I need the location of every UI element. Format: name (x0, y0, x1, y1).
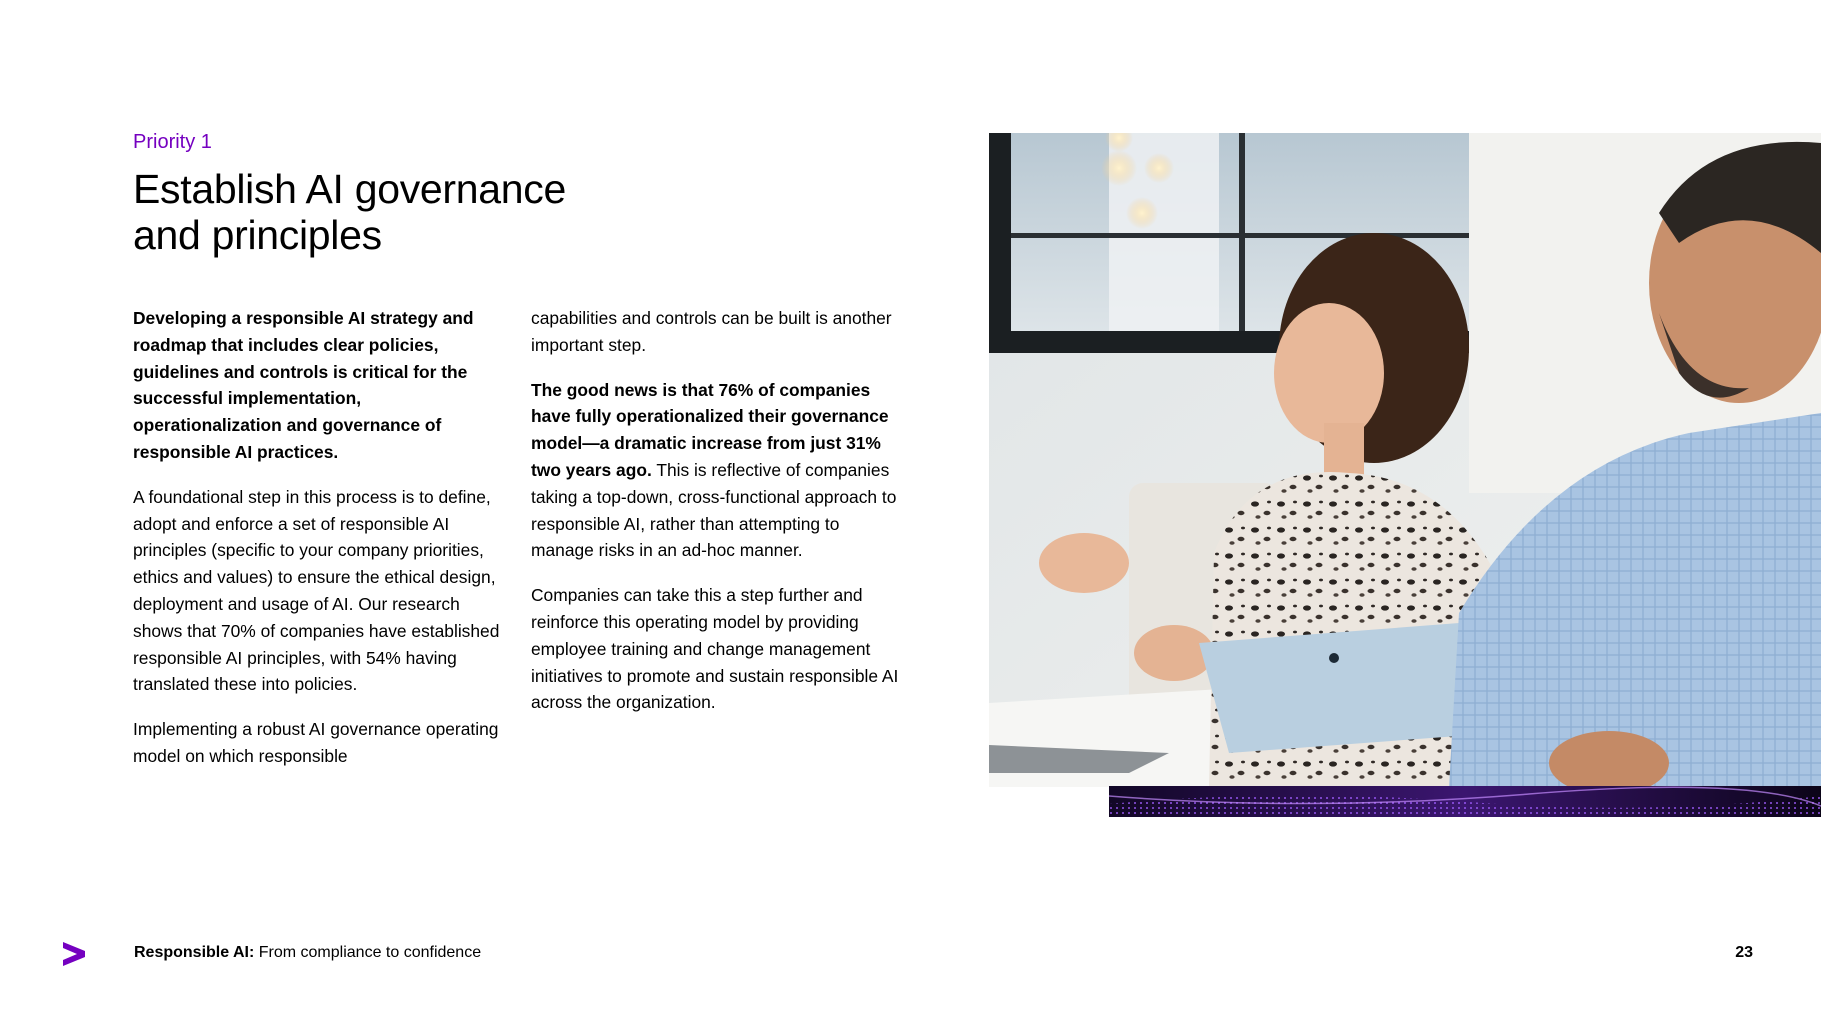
page-title-line-1: Establish AI governance (133, 166, 566, 212)
text-column-right (531, 305, 906, 734)
brand-chevron-icon (60, 940, 88, 968)
highlight-paragraph: The good news is that 76% of companies have fully operationalized their governance model—a dramatic increase from just 31% two years ago. This is reflective of companies taking a top-down, cross-functional approach to responsible AI, rather than attempting to manage risks in an ad-hoc manner. (531, 379, 897, 561)
office-meeting-photo (989, 133, 1821, 787)
digital-particles-band (1109, 786, 1821, 817)
footer-doc-title: Responsible AI: From compliance to confidence (134, 944, 482, 961)
body-paragraph: capabilities and controls can be built is another important step. (531, 308, 892, 355)
page-number: 23 (1735, 944, 1753, 961)
body-paragraph: Companies can take this a step further and reinforce this operating model by providing employee training and change management initiatives to promote and sustain responsible AI across the organization. (531, 585, 899, 713)
text-column-left (133, 305, 513, 788)
page-title-line-2: and principles (133, 212, 382, 258)
lead-paragraph: Developing a responsible AI strategy and roadmap that includes clear policies, guidelines and controls is critical for the successful implementation, operationalization and governance of responsible AI practices. (133, 308, 474, 462)
body-paragraph: Implementing a robust AI governance operating model on which responsible (133, 719, 499, 766)
page-title (133, 166, 653, 258)
body-paragraph: A foundational step in this process is to define, adopt and enforce a set of responsible AI principles (specific to your company priorities, ethics and values) to ensure the ethical design, deployment and usage of AI. Our research shows that 70% of companies have established responsible AI principles, with 54% having translated these into policies. (133, 486, 500, 695)
eyebrow-label: Priority 1 (133, 131, 212, 153)
